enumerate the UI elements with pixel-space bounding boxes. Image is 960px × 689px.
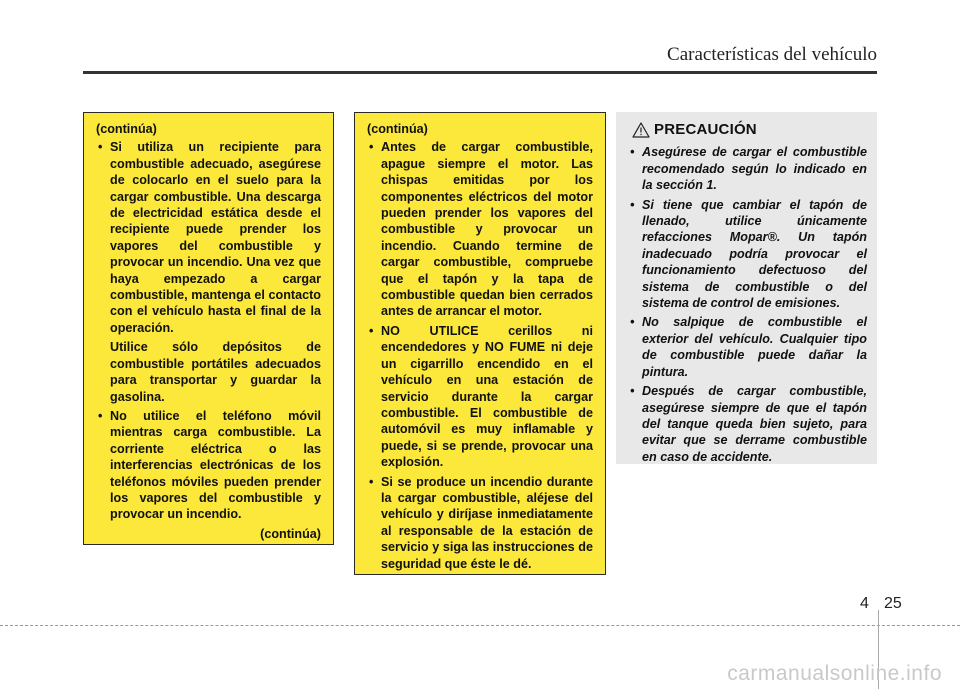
continued-label: (continúa)	[367, 122, 428, 136]
bullet-text: NO UTILICE cerillos ni encendedores y NO FUME ni deje un cigarrillo encendido en el vehículo en una estación de servicio durante la cargar combustible. El combustible de automóvil es muy inflamable y puede, si se prende, provocar una explosión.	[381, 323, 593, 470]
bullet-item	[96, 408, 321, 523]
bullet-text: No utilice el teléfono móvil mientras carga combustible. La corriente eléctrica o las interferencias electrónicas de los teléfonos móviles pueden prender los vapores del combustible y provocar un incendio.	[110, 408, 321, 522]
watermark: carmanualsonline.info	[727, 662, 942, 685]
bullet-paragraph: Utilice sólo depósitos de combustible portátiles adecuados para transportar y guardar la gasolina.	[110, 340, 321, 404]
section-title: Características del vehículo	[667, 44, 877, 65]
caution-text: No salpique de combustible el exterior del vehículo. Cualquier tipo de combustible puede dañar la pintura.	[642, 315, 867, 379]
caution-item	[628, 197, 867, 312]
caution-header	[632, 122, 867, 138]
footer-dashed-line	[0, 625, 960, 626]
page-number: 25	[884, 595, 902, 612]
warning-box-middle	[354, 112, 606, 575]
caution-title: PRECAUCIÓN	[654, 121, 757, 138]
bullet-item	[367, 323, 593, 471]
caution-box	[616, 112, 877, 464]
chapter-number: 4	[860, 595, 869, 612]
caution-text: Después de cargar combustible, asegúrese siempre de que el tapón del tanque queda bien sujeto, para evitar que se derrame combustible en caso de accidente.	[642, 384, 867, 464]
caution-text: Si tiene que cambiar el tapón de llenado, utilice únicamente refacciones Mopar®. Un tapón inadecuado podría provocar el funcionamiento defectuoso del sistema de combustible o del sistema de control de emisiones.	[642, 197, 867, 311]
bullet-text: Si utiliza un recipiente para combustible adecuado, asegúrese de colocarlo en el suelo para la cargar combustible. Una descarga de electricidad estática desde el recipiente puede prender los vapores del combustible y provocar un incendio. Una vez que haya empezado a cargar combustible, mantenga el contacto con el vehículo hasta el final de la operación.	[110, 140, 321, 335]
bullet-text: Si se produce un incendio durante la cargar combustible, aléjese del vehículo y diríjase inmediatamente al responsable de la estación de servicio y siga las instrucciones de seguridad que éste le dé.	[381, 474, 593, 571]
warning-box-left	[83, 112, 334, 545]
continued-label-bottom: (continúa)	[260, 526, 321, 541]
bullet-item	[367, 139, 593, 319]
caution-item	[628, 314, 867, 380]
warning-triangle-icon	[632, 122, 650, 138]
caution-item	[628, 383, 867, 465]
continued-label: (continúa)	[96, 122, 157, 136]
bullet-item	[367, 474, 593, 572]
bullet-item	[96, 139, 321, 336]
header-divider	[83, 71, 877, 74]
bullet-text: Antes de cargar combustible, apague siempre el motor. Las chispas emitidas por los componentes eléctricos del motor pueden prender los vapores del combustible y provocar un incendio. Cuando termine de cargar combustible, compruebe que el tapón y la tapa de combustible quedan bien cerrados antes de arrancar el motor.	[381, 140, 593, 319]
caution-text: Asegúrese de cargar el combustible recomendado según lo indicado en la sección 1.	[642, 145, 867, 193]
caution-item	[628, 144, 867, 193]
